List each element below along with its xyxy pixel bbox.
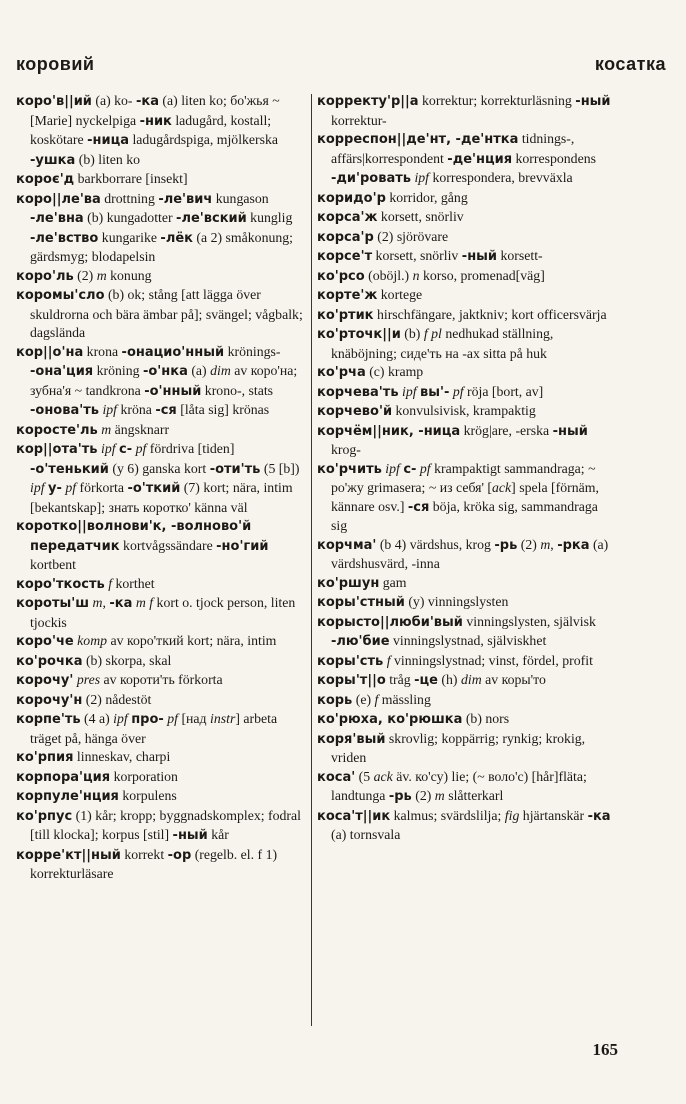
entry-text: av коро'на; зубна'я ~ tandkrona (30, 363, 298, 398)
dictionary-entry (16, 517, 308, 575)
entry-grammar-label: dim (210, 363, 231, 378)
entry-text: (2) nådestöt (82, 691, 152, 707)
dictionary-entry (317, 247, 617, 267)
dictionary-entry (317, 189, 617, 209)
dictionary-entry (317, 228, 617, 248)
entry-text: korsett, snörliv (377, 209, 464, 224)
entry-text: (5 [b]) (260, 460, 300, 476)
entry-grammar-label: ipf (113, 711, 128, 726)
entry-headword: -ор (167, 847, 192, 863)
entry-headword: -о'тенький (30, 461, 109, 477)
entry-text: kungason (212, 190, 269, 206)
entry-headword: кор||о'на (16, 344, 84, 360)
entry-headword: корпуле'нция (16, 789, 119, 804)
entry-headword: про- (131, 712, 164, 727)
entry-headword: ко'рпус (16, 808, 73, 824)
entry-text: förkorta (76, 480, 128, 495)
dictionary-entry (16, 267, 308, 287)
entry-text: (e) (352, 691, 375, 707)
dictionary-entry (317, 422, 617, 460)
entry-text: krönings- (224, 343, 281, 359)
dictionary-entry (16, 652, 308, 672)
entry-headword: -ница (87, 133, 129, 148)
entry-grammar-label: pf (65, 480, 77, 495)
entry-headword: коса'т||ик (317, 808, 391, 824)
dictionary-entry (16, 748, 308, 768)
dictionary-entry (317, 325, 617, 363)
entry-text: barkborrare [insekt] (74, 171, 188, 186)
entry-text: korridor, gång (385, 189, 468, 205)
entry-headword: -но'гий (216, 538, 269, 554)
entry-text: (a) värdshusvärd, -inna (331, 536, 609, 571)
dictionary-entry (16, 594, 308, 632)
entry-headword: ко'ршун (317, 575, 380, 591)
entry-text: korso, promenad[väg] (419, 267, 545, 283)
entry-text: krona (83, 343, 122, 359)
entry-headword: ко'рчить (317, 461, 382, 477)
dictionary-entry (317, 652, 617, 672)
entry-text: (b) kungadotter (83, 210, 177, 225)
entry-text: mässling (378, 691, 431, 707)
entry-text: (h) (437, 672, 461, 687)
entry-grammar-label: pres (76, 672, 101, 687)
dictionary-entry (317, 286, 617, 306)
entry-grammar-label: m (434, 788, 445, 803)
entry-text: slåtterkarl (444, 788, 504, 803)
dictionary-entry (317, 671, 617, 691)
entry-headword: -ка (587, 808, 611, 824)
entry-text: (2) (411, 788, 435, 803)
entry-grammar-label: dim (460, 672, 482, 687)
entry-text: (a) liten ko; бо'жья ~ [Marie] nyckelpiga (30, 93, 280, 128)
left-column (16, 92, 308, 884)
entry-headword: -ный (461, 249, 498, 264)
running-header (16, 54, 666, 80)
right-column (317, 92, 617, 845)
dictionary-entry (317, 536, 617, 574)
entry-text: korsett, snörliv (372, 248, 462, 263)
dictionary-entry (317, 807, 617, 845)
entry-headword: -онацио'нный (121, 344, 225, 360)
entry-text: , (550, 536, 558, 552)
entry-headword: -ле'вский (176, 211, 247, 226)
entry-headword: коридо'р (317, 190, 386, 206)
entry-headword: коро||ле'ва (16, 191, 101, 207)
entry-headword: корса'р (317, 229, 374, 245)
entry-text: [låta sig] krönas (176, 402, 270, 417)
entry-grammar-label: pf (419, 460, 431, 476)
entry-text: (b) (400, 326, 424, 341)
entry-headword: -о'нный (144, 383, 202, 399)
entry-grammar-label: instr (210, 711, 236, 726)
dictionary-entry (317, 363, 617, 383)
entry-grammar-label: f (386, 652, 391, 668)
entry-text: (y) vinningslysten (404, 594, 509, 609)
entry-grammar-label: ipf (414, 170, 430, 185)
dictionary-entry (16, 286, 308, 343)
entry-text: kortege (377, 287, 423, 302)
dictionary-entry (317, 691, 617, 711)
entry-text: drottning (100, 190, 159, 206)
entry-text: kröning (93, 363, 143, 378)
entry-headword: с- (119, 442, 133, 457)
entry-grammar-label: m (540, 536, 551, 552)
entry-headword: коря'вый (317, 731, 386, 747)
entry-grammar-label: ipf (385, 460, 400, 476)
entry-text: (5 (355, 768, 374, 784)
entry-headword: -лю'бие (331, 634, 390, 649)
dictionary-entry (16, 846, 308, 884)
entry-headword: коро'в||ий (16, 94, 92, 109)
dictionary-entry (16, 787, 308, 807)
entry-text: (b) skorpa, skal (82, 652, 172, 668)
entry-text: (regelb. el. f 1) korrekturläsare (30, 846, 278, 881)
entry-headword: короє'д (16, 172, 75, 187)
entry-headword: корреспон||де'нт, -де'нтка (317, 132, 519, 147)
dictionary-entry (16, 575, 308, 595)
entry-text: krampaktigt sammandraga; ~ ро'жу grimasera; ~ из себя' [ (331, 460, 596, 495)
entry-text: konung (106, 267, 152, 283)
entry-grammar-label: f (108, 575, 113, 591)
dictionary-entry (16, 632, 308, 652)
entry-text: korrespondera, brevväxla (429, 170, 573, 185)
entry-grammar-label: ipf (102, 402, 118, 417)
entry-grammar-label: m f (135, 595, 154, 610)
dictionary-entry (317, 208, 617, 228)
dictionary-entry (16, 343, 308, 421)
entry-text: (4 a) (80, 711, 114, 726)
entry-headword: ко'ртик (317, 307, 374, 323)
entry-headword: корь (317, 692, 353, 708)
entry-text: röja [bort, av] (463, 383, 544, 399)
entry-headword: -ный (575, 94, 611, 109)
entry-headword: ко'рточк||и (317, 327, 401, 342)
header-first-headword: коровий (16, 54, 95, 74)
dictionary-entry (16, 671, 308, 691)
entry-text: tidnings-, affärs|korrespondent (331, 131, 575, 166)
entry-text: (a 2) småkonung; gärdsmyg; blodapelsin (30, 229, 293, 264)
entry-text: [над (178, 711, 211, 726)
entry-headword: -ся (155, 403, 177, 418)
entry-grammar-label: m (96, 267, 107, 283)
dictionary-entry (317, 267, 617, 287)
dictionary-entry (16, 421, 308, 441)
entry-headword: корочу' (16, 673, 74, 688)
entry-text: äv. ко'су) lie; (~ воло'с) [hår]fläta; landtunga (331, 768, 587, 803)
entry-headword: -рка (557, 537, 590, 553)
entry-headword: коро'че (16, 634, 74, 649)
entry-headword: ко'рюха, ко'рюшка (317, 712, 463, 727)
entry-grammar-label: fig (504, 807, 520, 823)
entry-text: av коро'ткий kort; nära, intim (107, 633, 277, 648)
entry-headword: -ся (407, 499, 430, 515)
dictionary-entry (317, 306, 617, 326)
entry-text: (b 4) värdshus, krog (376, 536, 495, 552)
entry-headword: корочу'н (16, 692, 83, 708)
entry-text: fördriva [tiden] (146, 441, 235, 456)
entry-headword: -оти'ть (209, 461, 261, 477)
dictionary-entry (317, 593, 617, 613)
entry-headword: коро'ткость (16, 576, 105, 592)
entry-headword: -ный (552, 423, 588, 439)
entry-text: (c) kramp (365, 364, 424, 379)
dictionary-entry (16, 170, 308, 190)
entry-text: korrekt (120, 846, 168, 862)
dictionary-entry (16, 691, 308, 711)
entry-text: (a) tornsvala (331, 827, 401, 842)
entry-text: (a) (187, 363, 211, 378)
entry-headword: -де'нция (447, 151, 513, 167)
entry-text: kalmus; svärdslilja; (390, 807, 505, 823)
entry-grammar-label: f pl (423, 326, 442, 341)
entry-text: kunglig (246, 210, 293, 225)
entry-headword: корчева'ть (317, 384, 399, 400)
entry-text: ladugårdspiga, mjölkerska (129, 132, 279, 147)
entry-grammar-label: ipf (402, 383, 417, 399)
dictionary-entry (16, 440, 308, 517)
entry-headword: корпора'ция (16, 769, 111, 785)
entry-text: ] arbeta träget på, hänga över (30, 711, 278, 746)
entry-headword: -ный (172, 828, 208, 843)
entry-text: kortvågssändare (119, 537, 217, 553)
dictionary-entry (317, 613, 617, 652)
entry-text: krono-, stats (201, 382, 274, 398)
dictionary-entry (317, 383, 617, 403)
entry-text: (7) kort; nära, intim [bekantskap]; знать коротко' känna väl (30, 480, 293, 515)
entry-headword: корсе'т (317, 249, 373, 264)
entry-headword: -она'ция (30, 364, 94, 379)
entry-grammar-label: n (412, 267, 420, 283)
entry-headword: кор||ота'ть (16, 442, 98, 457)
entry-text: (a) ko- (91, 93, 136, 108)
dictionary-entry (317, 130, 617, 189)
entry-headword: корректу'р||а (317, 94, 419, 109)
page-number: 165 (592, 1040, 618, 1059)
entry-text: böja, kröka sig, sammandraga sig (331, 498, 598, 533)
entry-text: kår (207, 827, 229, 842)
entry-headword: коромы'сло (16, 288, 105, 303)
entry-headword: коры'стный (317, 595, 405, 610)
entry-grammar-label: f (374, 691, 379, 707)
entry-headword: корчево'й (317, 404, 393, 419)
entry-text: nedhukad ställning, knäböjning; сиде'ть на -ах sitta på huk (331, 326, 554, 361)
entry-text: kortbent (30, 557, 76, 572)
entry-headword: -о'ткий (127, 481, 181, 496)
entry-headword: -рь (388, 789, 412, 804)
dictionary-entry (317, 574, 617, 594)
entry-headword: коротко||волнови'к, -волново'й передатчик (16, 519, 252, 554)
entry-headword: ко'рча (317, 365, 366, 380)
entry-text: vinningslystnad, själviskhet (389, 633, 547, 648)
entry-headword: -рь (494, 537, 518, 553)
entry-text: gam (379, 574, 407, 590)
entry-grammar-label: pf (452, 383, 464, 399)
entry-headword: ко'рпия (16, 750, 74, 765)
entry-text: konvulsivisk, krampaktig (392, 403, 536, 418)
entry-headword: ко'рсо (317, 268, 365, 284)
entry-headword: коры'т||о (317, 673, 386, 688)
entry-headword: -ка (109, 596, 133, 611)
entry-headword: -ле'вство (30, 230, 99, 246)
entry-headword: короты'ш (16, 596, 90, 611)
entry-headword: вы'- (420, 384, 450, 400)
entry-text: tråg (385, 672, 415, 687)
entry-headword: ко'рочка (16, 653, 83, 669)
entry-text: (y 6) ganska kort (108, 460, 210, 476)
entry-headword: корре'кт||ный (16, 847, 121, 863)
entry-grammar-label: pf (167, 711, 178, 726)
entry-headword: -о'нка (142, 364, 188, 379)
entry-grammar-label: ack (492, 480, 512, 495)
entry-text: krog- (331, 442, 361, 457)
dictionary-entry (16, 768, 308, 788)
entry-headword: -ле'вна (30, 211, 84, 226)
entry-text: korpulens (118, 788, 177, 803)
entry-text: krög|are, -erska (460, 422, 553, 438)
entry-headword: -ник (139, 113, 172, 129)
entry-headword: у- (48, 481, 62, 496)
dictionary-entry (16, 807, 308, 846)
entry-text: av короти'ть förkorta (100, 672, 223, 687)
dictionary-entry (16, 92, 308, 170)
entry-headword: корчма' (317, 537, 377, 553)
entry-headword: коса' (317, 769, 356, 785)
entry-text: kröna (117, 402, 156, 417)
entry-text: (b) liten ko (75, 151, 141, 167)
entry-headword: коросте'ль (16, 422, 98, 438)
entry-text: linneskav, charpi (73, 749, 171, 764)
entry-text: korthet (112, 575, 155, 591)
entry-grammar-label: ack (373, 768, 393, 784)
entry-headword: корчём||ник, -ница (317, 423, 461, 439)
entry-headword: корпе'ть (16, 712, 81, 727)
entry-headword: -ле'вич (158, 191, 213, 207)
entry-text: kort o. tjock person, liten tjockis (30, 595, 296, 630)
entry-text: korsett- (497, 248, 543, 263)
dictionary-entry (317, 710, 617, 730)
entry-grammar-label: pf (135, 441, 147, 456)
entry-headword: корте'ж (317, 288, 378, 303)
entry-text: (b) ok; stång [att lägga över skuldrorna och bära ämbar på]; svängel; vågbalk; dagslända (30, 287, 303, 340)
entry-grammar-label: ipf (100, 441, 116, 456)
entry-headword: коро'ль (16, 268, 74, 284)
entry-text: (2) sjörövare (373, 228, 449, 244)
entry-text: (2) (73, 267, 97, 283)
entry-headword: -ди'ровать (331, 171, 411, 186)
entry-text: korrespondens (512, 150, 596, 166)
column-divider (311, 94, 312, 1026)
entry-text: kungarike (98, 229, 161, 245)
dictionary-entry (317, 768, 617, 807)
entry-grammar-label: komp (77, 633, 108, 648)
entry-headword: -це (414, 673, 438, 688)
entry-headword: -лёк (160, 230, 193, 246)
entry-text: ladugård, kostall; koskötare (30, 112, 272, 147)
entry-grammar-label: m (101, 421, 112, 437)
entry-headword: -ушка (30, 152, 76, 168)
entry-text: (1) kår; kropp; byggnadskomplex; fodral [till klocka]; korpus [stil] (30, 807, 301, 842)
dictionary-entry (16, 710, 308, 748)
dictionary-entry (317, 92, 617, 130)
header-last-headword: косатка (594, 54, 666, 74)
entry-text: ] spela [förnäm, kännare osv.] (331, 480, 599, 514)
entry-headword: корысто||люби'вый (317, 614, 463, 630)
entry-headword: коры'сть (317, 653, 384, 669)
entry-text: korrektur- (331, 112, 387, 128)
dictionary-entry (317, 730, 617, 768)
entry-grammar-label: m (92, 595, 103, 610)
entry-text: hirschfängare, jaktkniv; kort officersvärja (373, 306, 607, 322)
entry-text: vinningslystnad; vinst, fördel, profit (390, 652, 593, 668)
entry-text: korrektur; korrekturläsning (418, 93, 576, 108)
entry-headword: -онова'ть (30, 403, 99, 418)
entry-text: (b) nors (462, 711, 510, 726)
entry-text: vinningslysten, självisk (462, 613, 596, 629)
entry-text: (2) (517, 536, 541, 552)
dictionary-entry (16, 190, 308, 267)
entry-grammar-label: ipf (30, 480, 45, 495)
entry-text: skrovlig; koppärrig; rynkig; krokig, vriden (331, 730, 586, 765)
entry-text: (oböjl.) (364, 267, 413, 283)
entry-text: av коры'то (481, 672, 546, 687)
dictionary-entry (317, 402, 617, 422)
entry-headword: -ка (135, 94, 159, 109)
dictionary-entry (317, 460, 617, 536)
entry-headword: с- (403, 461, 417, 477)
entry-headword: корса'ж (317, 210, 378, 225)
entry-text: korporation (110, 768, 178, 784)
entry-text: ängsknarr (111, 421, 170, 437)
entry-text: hjärtanskär (519, 807, 588, 823)
entry-text: , (102, 595, 110, 610)
